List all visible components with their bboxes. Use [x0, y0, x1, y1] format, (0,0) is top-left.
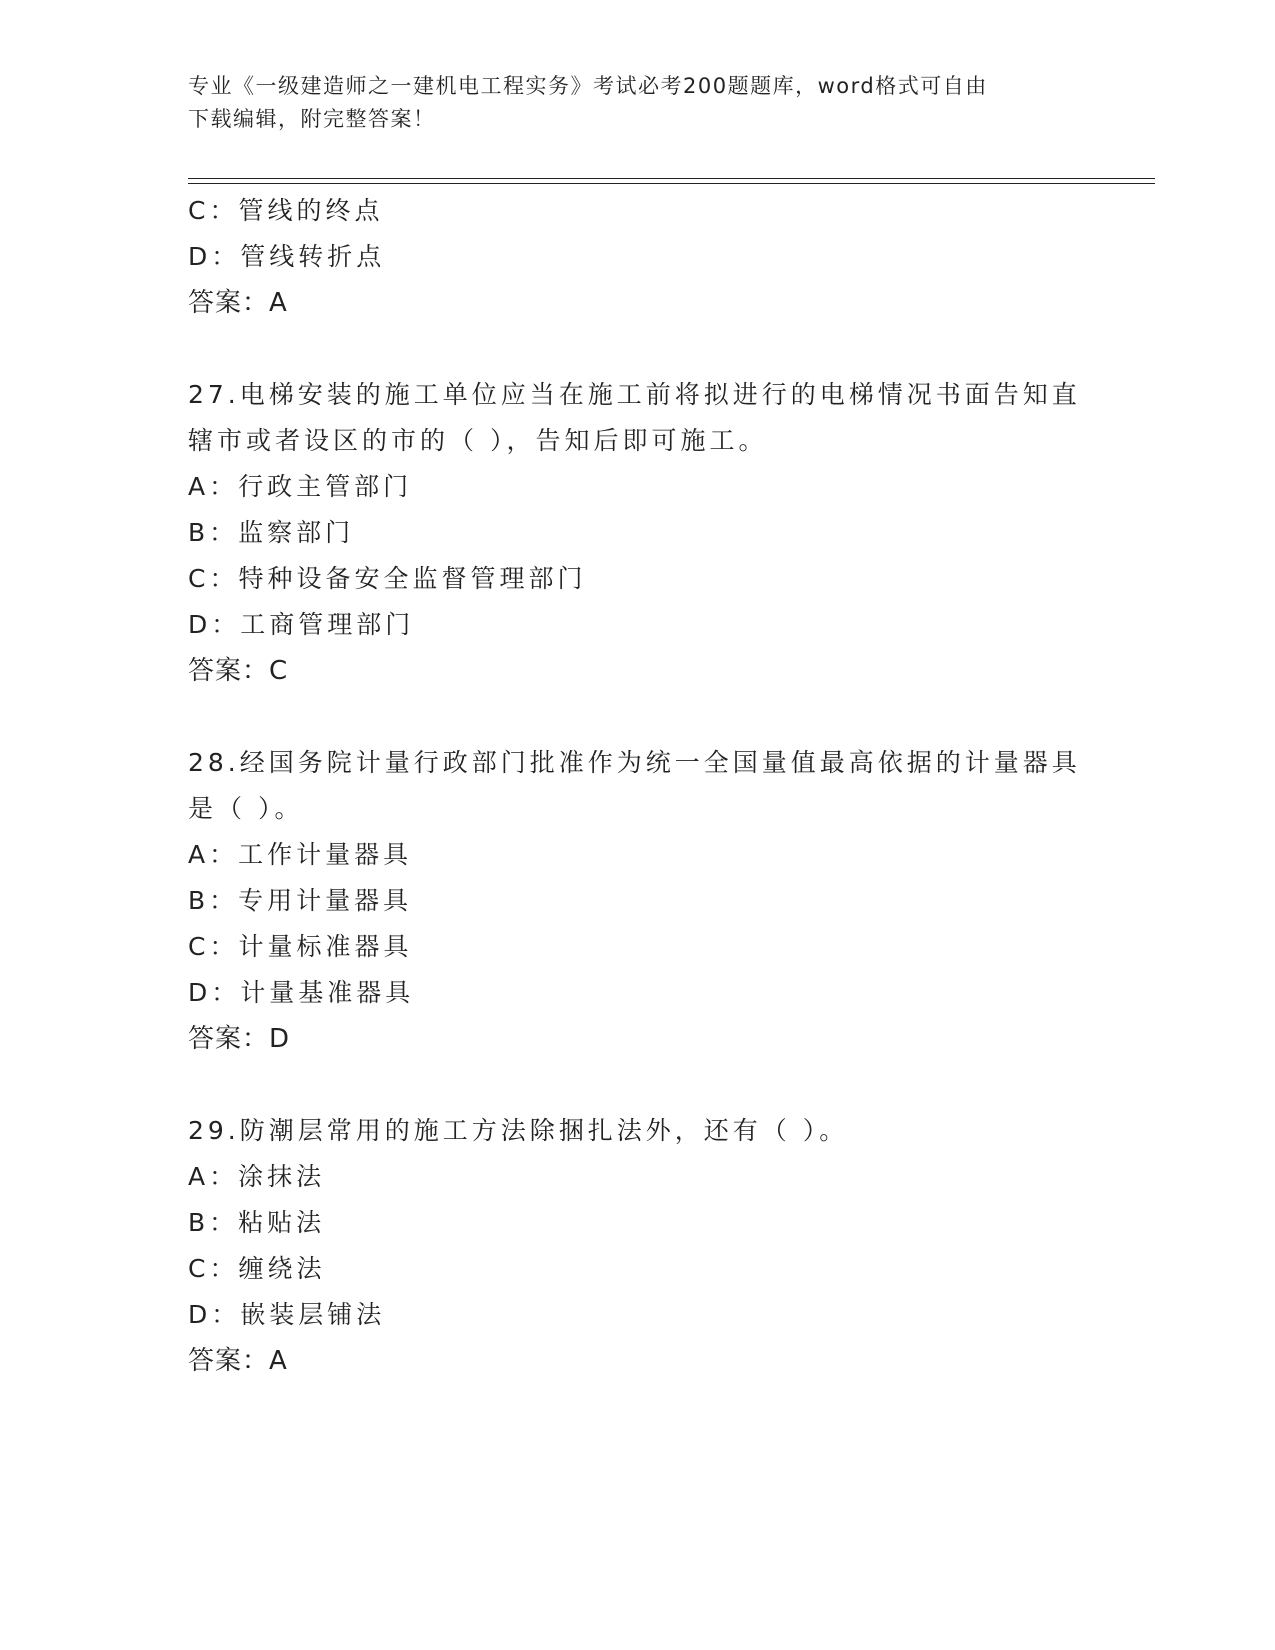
question-stem: 28.经国务院计量行政部门批准作为统一全国量值最高依据的计量器具 [188, 748, 1081, 777]
question-stem: 是（ ）。 [188, 794, 304, 823]
answer: 答案：C [188, 656, 289, 686]
option-b: B：粘贴法 [188, 1208, 326, 1237]
option-d: D：计量基准器具 [188, 978, 415, 1007]
option-d: D：工商管理部门 [188, 610, 415, 639]
spacer [188, 326, 1148, 372]
header-line-2: 下载编辑，附完整答案！ [188, 107, 436, 131]
question-29 [188, 1108, 1148, 1384]
question-stem: 27.电梯安装的施工单位应当在施工前将拟进行的电梯情况书面告知直 [188, 380, 1081, 409]
option-c: C：管线的终点 [188, 196, 384, 225]
option-a: A：行政主管部门 [188, 472, 413, 501]
option-d: D：管线转折点 [188, 242, 386, 271]
question-stem: 辖市或者设区的市的（ ），告知后即可施工。 [188, 426, 768, 455]
header-rule-bottom [188, 183, 1155, 184]
header-rule-top [188, 178, 1155, 179]
question-content [188, 188, 1148, 1384]
spacer [188, 1062, 1148, 1108]
answer: 答案：A [188, 288, 288, 318]
option-a: A：涂抹法 [188, 1162, 326, 1191]
question-stem: 29.防潮层常用的施工方法除捆扎法外，还有（ ）。 [188, 1116, 849, 1145]
question-28 [188, 740, 1148, 1062]
option-a: A：工作计量器具 [188, 840, 413, 869]
page-header [188, 70, 1088, 136]
option-b: B：监察部门 [188, 518, 355, 547]
option-c: C：缠绕法 [188, 1254, 326, 1283]
option-c: C：计量标准器具 [188, 932, 413, 961]
header-line-1: 专业《一级建造师之一建机电工程实务》考试必考200题题库，word格式可自由 [188, 74, 988, 98]
question-27 [188, 372, 1148, 694]
answer: 答案：D [188, 1024, 291, 1054]
spacer [188, 694, 1148, 740]
option-d: D：嵌装层铺法 [188, 1300, 386, 1329]
option-b: B：专用计量器具 [188, 886, 413, 915]
answer: 答案：A [188, 1346, 288, 1376]
partial-question [188, 188, 1148, 326]
option-c: C：特种设备安全监督管理部门 [188, 564, 587, 593]
